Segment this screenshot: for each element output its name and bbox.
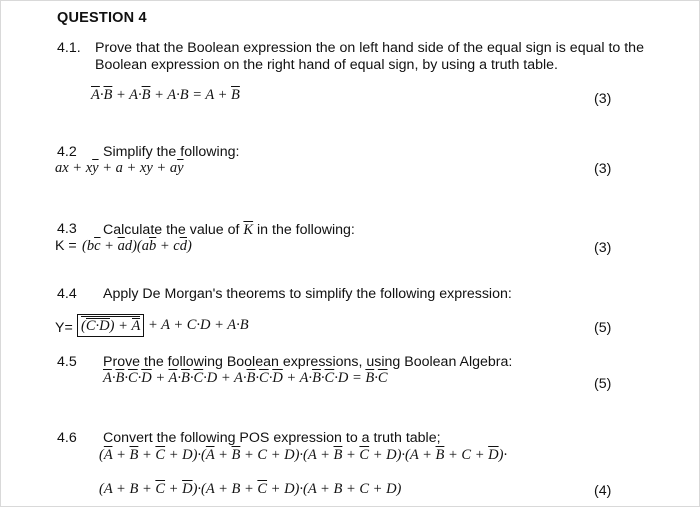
question-number: 4.5 <box>57 354 77 370</box>
question-mark-allocation: (3) <box>594 161 612 177</box>
question-text: Apply De Morgan's theorems to simplify the following expression: <box>103 286 512 302</box>
page-title: QUESTION 4 <box>57 10 147 26</box>
question-number: 4.6 <box>57 430 77 446</box>
question-number: 4.3 <box>57 221 77 237</box>
question-mark-allocation: (4) <box>594 483 612 499</box>
boolean-expression: $(\overline{A} + \overline{B} + \overline{C} + D)\cdot(\overline{A} + \overline{B} + C + D)\cdot(A + \overline{B} + \overline{C} + D)\cdot(A + \overline{B} + C + \overline{D})\cdot$ <box>99 447 508 463</box>
question-text: Calculate the value of $\overline{K}$ in the following: <box>103 222 355 238</box>
boolean-expression: $\overline{A}\cdot\overline{B} + A\cdot\overline{B} + A\cdot B = A + \overline{B}$ <box>91 87 240 103</box>
boolean-expression: ax + $x\overline{y} + a$ + xy + $a\overline{y}$ <box>55 160 184 176</box>
question-text: Simplify the following: <box>103 144 240 160</box>
question-mark-allocation: (5) <box>594 320 612 336</box>
question-text: Prove the following Boolean expressions, using Boolean Algebra: <box>103 354 513 370</box>
boolean-expression: $(A + B + \overline{C} + \overline{D})\cdot(A + B + \overline{C} + D)\cdot(A + B + C + D)$ <box>99 481 402 497</box>
y-label: Y= <box>55 320 73 336</box>
question-number: 4.1. <box>57 40 81 56</box>
question-number: 4.2 <box>57 144 77 160</box>
question-number: 4.4 <box>57 286 77 302</box>
question-mark-allocation: (3) <box>594 91 612 107</box>
question-mark-allocation: (3) <box>594 240 612 256</box>
question-text: Boolean expression on the right hand of equal sign, by using a truth table. <box>95 57 558 73</box>
boolean-expression: (C·D) + A + A + C·D + A·B <box>77 314 249 337</box>
question-text: Convert the following POS expression to a truth table; <box>103 430 441 446</box>
boolean-expression: $\overline{A}\cdot\overline{B}\cdot\overline{C}\cdot\overline{D} + \overline{A}\cdot\overline{B}\cdot\overline{C}\cdot D + A\cdot\overline{B}\cdot\overline{C}\cdot\overline{D} + A\cdot\overline{B}\cdot\overline{C}\cdot D = \overline{B}\cdot\overline{C}$ <box>103 370 388 386</box>
question-text: Prove that the Boolean expression the on left hand side of the equal sign is equal to the <box>95 40 644 56</box>
k-label: K = <box>55 238 77 254</box>
boolean-expression: $(b\overline{c} + \overline{a}d)(a\overline{b} + c\overline{d})$ <box>82 238 192 254</box>
question-mark-allocation: (5) <box>594 376 612 392</box>
